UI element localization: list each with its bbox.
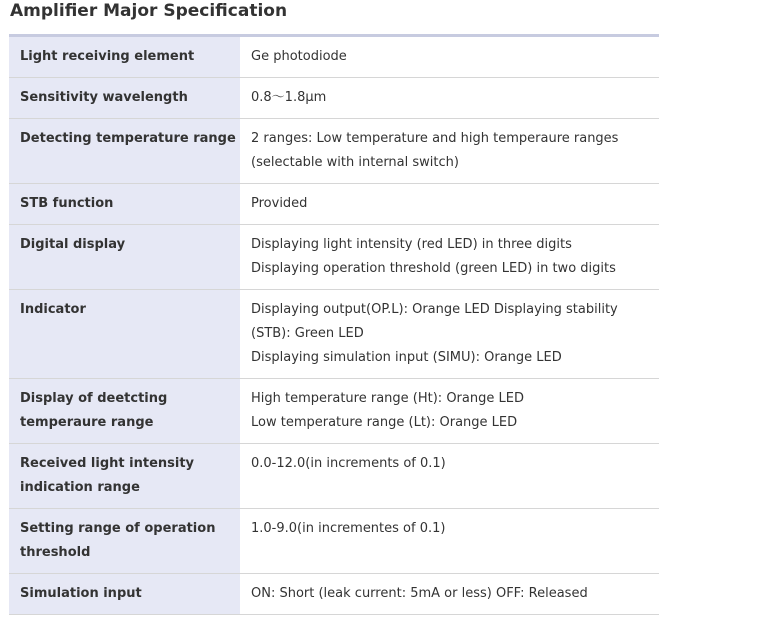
spec-value — [240, 78, 659, 119]
spec-value-line: 0.0-12.0(in increments of 0.1) — [251, 456, 446, 471]
spec-label — [9, 78, 240, 119]
spec-label — [9, 290, 240, 379]
spec-value-line: Displaying operation threshold (green LED) in two digits — [251, 261, 616, 276]
spec-value-line: Displaying output(OP.L): Orange LED Displaying stability — [251, 302, 618, 317]
spec-label — [9, 444, 240, 509]
spec-value — [240, 379, 659, 444]
spec-value-line: 0.8～1.8μm — [251, 90, 327, 105]
spec-value — [240, 184, 659, 225]
spec-label-text: temperaure range — [20, 415, 154, 430]
spec-label-text: Sensitivity wavelength — [20, 90, 188, 105]
table-row — [9, 119, 659, 184]
spec-value-line: ON: Short (leak current: 5mA or less) OFF: Released — [251, 586, 588, 601]
spec-label — [9, 184, 240, 225]
table-row — [9, 184, 659, 225]
spec-value-line: 1.0-9.0(in incrementes of 0.1) — [251, 521, 446, 536]
spec-value-line: 2 ranges: Low temperature and high temperaure ranges — [251, 131, 619, 146]
table-row — [9, 509, 659, 574]
spec-label-text: Light receiving element — [20, 49, 195, 64]
spec-value-line: Low temperature range (Lt): Orange LED — [251, 415, 518, 430]
spec-label — [9, 119, 240, 184]
spec-label — [9, 509, 240, 574]
spec-value-line: (STB): Green LED — [251, 326, 364, 341]
spec-label-text: Indicator — [20, 302, 86, 317]
spec-value-line: Displaying light intensity (red LED) in three digits — [251, 237, 572, 252]
spec-label — [9, 574, 240, 615]
spec-label-text: Simulation input — [20, 586, 142, 601]
spec-label-text: threshold — [20, 545, 91, 560]
table-row — [9, 36, 659, 78]
spec-value-line: (selectable with internal switch) — [251, 155, 459, 170]
spec-label-text: Received light intensity — [20, 456, 195, 471]
spec-label-text: Setting range of operation — [20, 521, 216, 536]
spec-label-text: Digital display — [20, 237, 126, 252]
table-row — [9, 574, 659, 615]
page-title: Amplifier Major Specification — [10, 1, 288, 21]
spec-value-line: Ge photodiode — [251, 49, 347, 64]
spec-label-text: Display of deetcting — [20, 391, 168, 406]
spec-label-text: indication range — [20, 480, 140, 495]
table-row — [9, 78, 659, 119]
table-row — [9, 444, 659, 509]
spec-label-text: STB function — [20, 196, 114, 211]
spec-value-line: High temperature range (Ht): Orange LED — [251, 391, 524, 406]
spec-value — [240, 119, 659, 184]
spec-value — [240, 36, 659, 78]
spec-label — [9, 225, 240, 290]
spec-value — [240, 509, 659, 574]
spec-label — [9, 36, 240, 78]
table-row — [9, 379, 659, 444]
spec-label — [9, 379, 240, 444]
spec-value — [240, 225, 659, 290]
table-row — [9, 225, 659, 290]
spec-value-line: Displaying simulation input (SIMU): Orange LED — [251, 350, 562, 365]
spec-label-text: Detecting temperature range — [20, 131, 236, 146]
table-row — [9, 290, 659, 379]
spec-value — [240, 444, 659, 509]
spec-value-line: Provided — [251, 196, 308, 211]
spec-value — [240, 574, 659, 615]
spec-value — [240, 290, 659, 379]
specification-table — [9, 34, 659, 615]
